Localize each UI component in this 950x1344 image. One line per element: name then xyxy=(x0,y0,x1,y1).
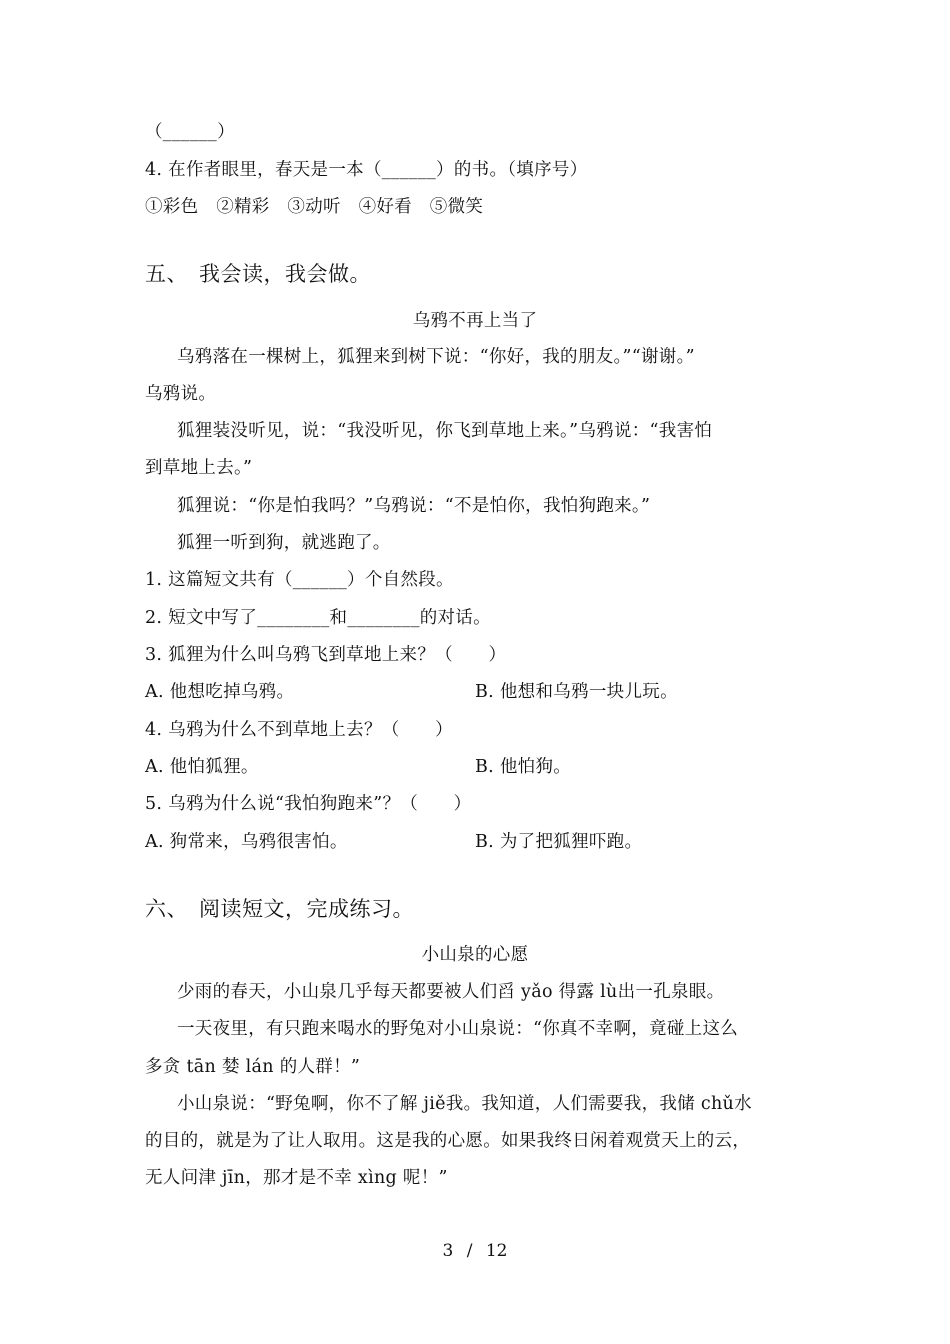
question-2: 2. 短文中写了________和________的对话。 xyxy=(145,608,491,628)
passage-2-paragraph-1: 少雨的春天，小山泉几乎每天都要被人们舀 yǎo 得露 lù出一孔泉眼。 xyxy=(177,982,725,1002)
passage-1-paragraph-4: 狐狸一听到狗，就逃跑了。 xyxy=(177,533,391,553)
answer-blank: （______） xyxy=(145,122,235,142)
section-5-heading: 五、 我会读，我会做。 xyxy=(145,262,371,286)
passage-1-paragraph-3: 狐狸说：“你是怕我吗？”乌鸦说：“不是怕你，我怕狗跑来。” xyxy=(177,496,651,516)
passage-2-paragraph-2-cont: 多贪 tān 婪 lán 的人群！” xyxy=(145,1057,361,1077)
question-3: 3. 狐狸为什么叫乌鸦飞到草地上来？（ ） xyxy=(145,645,507,665)
passage-1-paragraph-2-cont: 到草地上去。” xyxy=(145,458,253,478)
passage-2-paragraph-3-end: 无人问津 jīn，那才是不幸 xìng 呢！” xyxy=(145,1168,448,1188)
question-5: 5. 乌鸦为什么说“我怕狗跑来”？（ ） xyxy=(145,794,472,814)
section-6-heading: 六、 阅读短文，完成练习。 xyxy=(145,897,414,921)
passage-2-paragraph-2: 一天夜里，有只跑来喝水的野兔对小山泉说：“你真不幸啊，竟碰上这么 xyxy=(177,1019,739,1039)
passage-1-paragraph-1: 乌鸦落在一棵树上，狐狸来到树下说：“你好，我的朋友。”“谢谢。” xyxy=(177,347,695,367)
passage-1-paragraph-1-cont: 乌鸦说。 xyxy=(145,384,217,404)
total-pages: 12 xyxy=(485,1241,508,1261)
question-4-option-a: A. 他怕狐狸。 xyxy=(145,757,259,777)
answer-options: ①彩色 ②精彩 ③动听 ④好看 ⑤微笑 xyxy=(145,197,484,217)
question-5-option-b: B. 为了把狐狸吓跑。 xyxy=(475,832,643,852)
question-4-option-b: B. 他怕狗。 xyxy=(475,757,572,777)
question-3-option-a: A. 他想吃掉乌鸦。 xyxy=(145,682,295,702)
question-1: 1. 这篇短文共有（______）个自然段。 xyxy=(145,570,454,590)
page-number xyxy=(0,1239,950,1263)
passage-2-paragraph-3-cont: 的目的，就是为了让人取用。这是我的心愿。如果我终日闲着观赏天上的云， xyxy=(145,1131,751,1151)
question-5-option-a: A. 狗常来，乌鸦很害怕。 xyxy=(145,832,348,852)
passage-1-paragraph-2: 狐狸装没听见，说：“我没听见，你飞到草地上来。”乌鸦说：“我害怕 xyxy=(177,421,713,441)
question-3-option-b: B. 他想和乌鸦一块儿玩。 xyxy=(475,682,678,702)
current-page: 3 xyxy=(442,1241,454,1261)
question-4b: 4. 乌鸦为什么不到草地上去？（ ） xyxy=(145,720,453,740)
page-separator: / xyxy=(466,1241,473,1261)
question-4: 4. 在作者眼里，春天是一本（______）的书。（填序号） xyxy=(145,160,588,180)
passage-2-title: 小山泉的心愿 xyxy=(421,945,529,965)
passage-1-title: 乌鸦不再上当了 xyxy=(412,311,538,331)
passage-2-paragraph-3: 小山泉说：“野兔啊，你不了解 jiě我。我知道，人们需要我，我储 chǔ水 xyxy=(177,1094,752,1114)
